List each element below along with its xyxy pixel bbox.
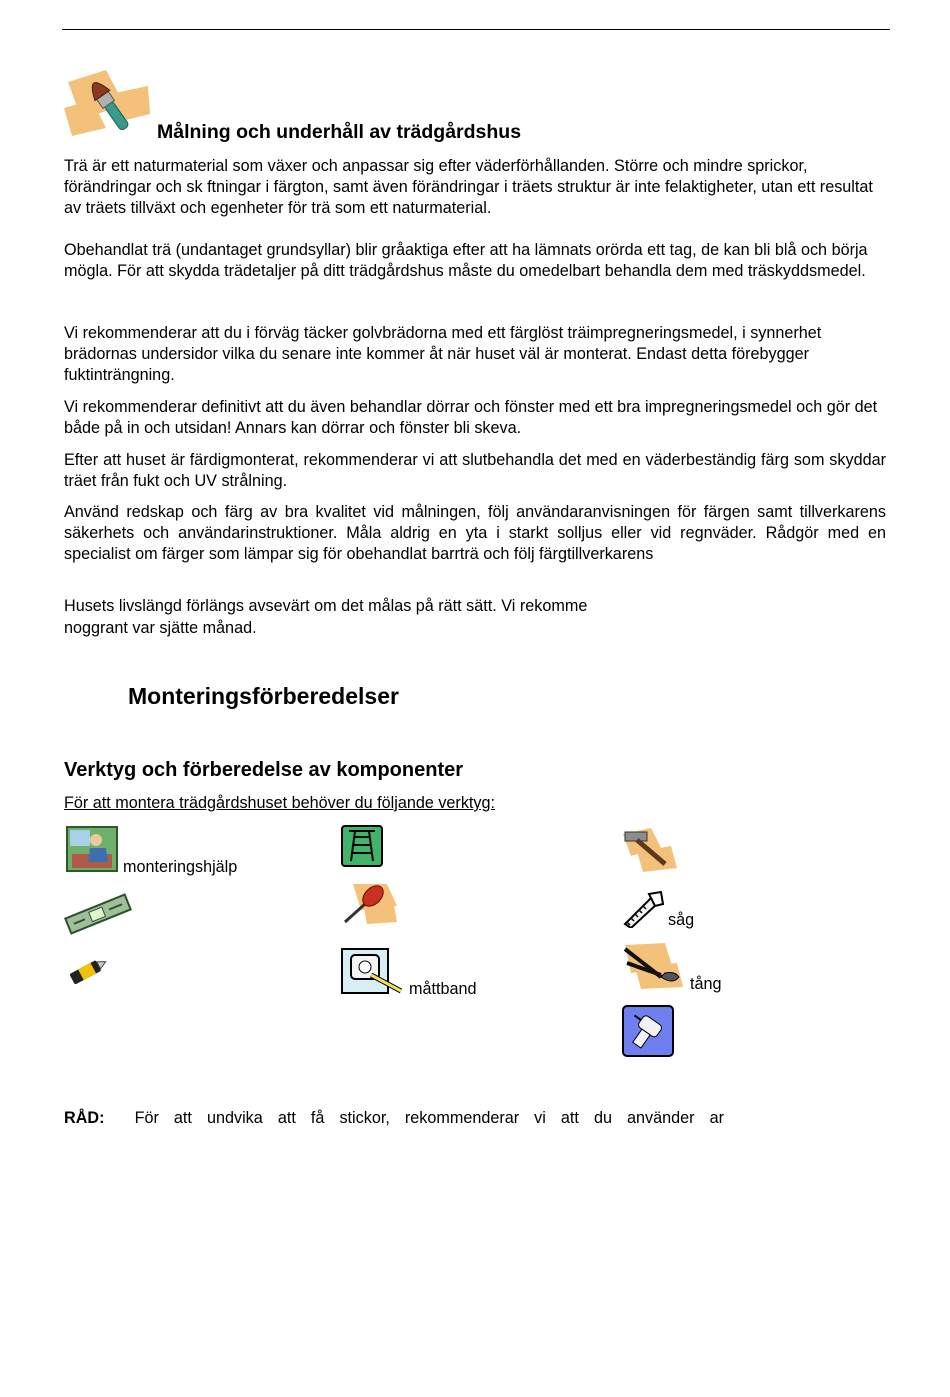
- tool-label-saw: såg: [668, 911, 695, 929]
- paintbrush-icon: [62, 64, 152, 138]
- paragraph-2: Obehandlat trä (undantaget grundsyllar) blir gråaktiga efter att ha lämnats orörda ett tag, de kan bli blå och börja mögla. För att skydda trädetaljer på ditt trädgårdshus måste du omedelbart behandla dem med träskyddsmedel.: [64, 241, 868, 280]
- paragraph-6: Använd redskap och färg av bra kvalitet vid målningen, följ användaranvisningen för färgen samt tillverkarens säkerhets och användarinstruktioner. Måla aldrig en yta i starkt solljus eller vid regnväder. Rådgör med en specialist om färger som lämpar sig för obehandlat barrträ och följ färgtillverkarens: [64, 503, 886, 563]
- ladder-icon: [341, 825, 383, 867]
- tip-line: [64, 1108, 724, 1129]
- tool-label-pliers: tång: [690, 975, 722, 993]
- screwdriver-icon: [341, 882, 399, 926]
- paragraph-1: Trä är ett naturmaterial som växer och anpassar sig efter väderförhållanden. Större och mindre sprickor, förändringar och sk ftningar i färgton, samt även förändringar i träets struktur är inte felaktigheter, utan ett resultat av träets tillväxt och egenheter för trä som ett naturmaterial.: [64, 157, 873, 217]
- saw-icon: [621, 890, 665, 928]
- header-rule: [62, 29, 890, 30]
- tip-text: För att undvika att få stickor, rekommenderar vi att du använder ar: [134, 1109, 724, 1127]
- hammer-icon: [621, 826, 679, 874]
- paragraph-3: Vi rekommenderar att du i förväg täcker golvbrädorna med ett färglöst träimpregneringsmedel, i synnerhet brädornas undersidor vilka du senare inte kommer åt när huset väl är monterat. Endast detta förebygger fuktinträngning.: [64, 324, 822, 384]
- tools-intro: För att montera trädgårdshuset behöver du följande verktyg:: [64, 794, 496, 812]
- drill-icon: [622, 1005, 674, 1057]
- paragraph-5: Efter att huset är färdigmonterat, rekommenderar vi att slutbehandla det med en väderbeständig färg som skyddar träet från fukt och UV strålning.: [64, 451, 886, 490]
- tool-label-tape-measure: måttband: [409, 980, 477, 998]
- spirit-level-icon: [64, 888, 132, 940]
- tape-measure-icon: [341, 945, 405, 995]
- assembly-helper-icon: [66, 826, 118, 872]
- paragraph-8: noggrant var sjätte månad.: [64, 619, 257, 637]
- tool-label-assembly-help: monteringshjälp: [123, 858, 238, 876]
- section-title-preparations: Monteringsförberedelser: [128, 683, 399, 709]
- paragraph-4: Vi rekommenderar definitivt att du även behandlar dörrar och fönster med ett bra impregneringsmedel och gör det både på in och utsidan! Annars kan dörrar och fönster bli skeva.: [64, 398, 878, 437]
- paragraph-7: Husets livslängd förlängs avsevärt om det målas på rätt sätt. Vi rekomme: [64, 597, 588, 615]
- subsection-title-tools: Verktyg och förberedelse av komponenter: [64, 759, 464, 781]
- tip-label: RÅD:: [64, 1109, 105, 1127]
- utility-knife-icon: [66, 955, 110, 987]
- pliers-icon: [621, 941, 685, 991]
- section-title-painting: Målning och underhåll av trädgårdshus: [157, 121, 522, 143]
